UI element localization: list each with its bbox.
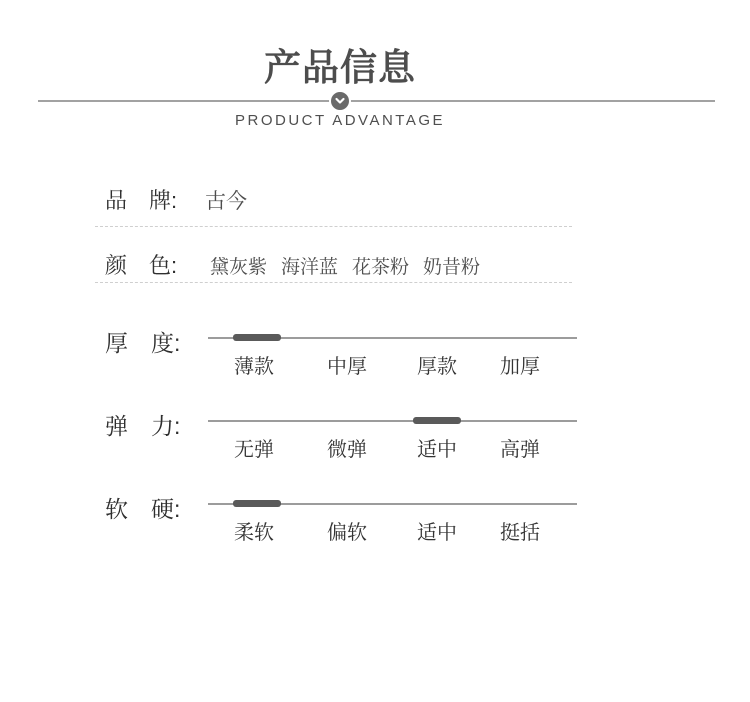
brand-row [105,184,247,215]
option-label: 适中 [417,439,457,461]
dotted-divider [95,226,572,227]
color-option: 黛灰紫 [210,257,268,278]
option-label: 无弹 [234,439,274,461]
option-label: 适中 [417,522,457,544]
option-label: 挺括 [500,522,540,544]
header-divider [38,100,715,102]
color-option: 奶昔粉 [423,257,481,278]
dotted-divider [95,282,572,283]
page-subtitle: PRODUCT ADVANTAGE [234,112,446,129]
thickness-options [0,322,750,384]
option-label: 加厚 [500,356,540,378]
color-label: 颜 色: [105,253,178,278]
slider-row-elasticity [0,405,750,467]
slider-row-thickness [0,322,750,384]
option-label: 柔软 [234,522,274,544]
page-title: 产品信息 [264,47,416,88]
color-option: 花茶粉 [352,257,410,278]
color-row [105,249,480,280]
option-label: 薄款 [234,356,274,378]
chevron-down-icon [329,90,351,112]
color-values [210,257,480,278]
option-label: 中厚 [327,356,367,378]
thickness-label: 厚 度: [105,330,181,356]
option-label: 厚款 [417,356,457,378]
option-label: 高弹 [500,439,540,461]
softness-label: 软 硬: [105,496,181,522]
elasticity-options [0,405,750,467]
brand-label: 品 牌: [105,188,178,213]
color-option: 海洋蓝 [281,257,339,278]
brand-value: 古今 [205,190,247,213]
option-label: 偏软 [327,522,367,544]
slider-row-softness [0,488,750,550]
elasticity-label: 弹 力: [105,413,181,439]
option-label: 微弹 [327,439,367,461]
softness-options [0,488,750,550]
